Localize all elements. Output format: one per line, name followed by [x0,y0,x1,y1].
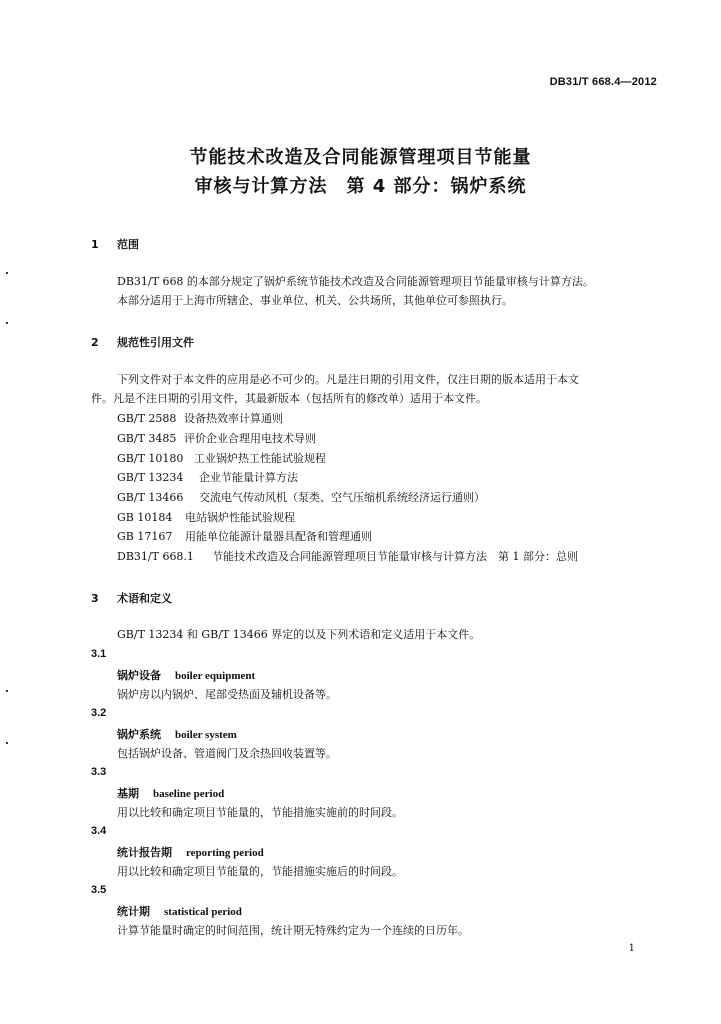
reference-item [117,490,485,506]
term-cn: 锅炉系统 [117,728,161,741]
term-cn: 锅炉设备 [117,669,161,682]
term-en: boiler equipment [175,670,256,682]
reference-title: 设备热效率计算通则 [184,412,283,425]
term-definition: 包括锅炉设备、管道阀门及余热回收装置等。 [117,747,337,760]
reference-code: GB/T 13234 [117,471,184,484]
reference-code: DB31/T 668.1 [117,550,194,563]
reference-code: GB/T 2588 [117,412,177,425]
scan-speck [6,690,8,692]
clause-number: 3.1 [91,648,107,660]
term-definition: 用以比较和确定项目节能量的，节能措施实施后的时间段。 [117,865,403,878]
reference-code: GB/T 3485 [117,432,177,445]
term-en: baseline period [153,788,225,800]
section-2-intro-line-1: 下列文件对于本文件的应用是必不可少的。凡是注日期的引用文件，仅注日期的版本适用于本文 [117,373,579,386]
scan-speck [6,742,8,744]
document-code: DB31/T 668.4—2012 [549,76,657,88]
reference-item [117,411,283,427]
term-en: boiler system [175,729,237,741]
term-heading [117,726,237,742]
term-definition: 计算节能量时确定的时间范围，统计期无特殊约定为一个连续的日历年。 [117,924,469,937]
term-heading [117,844,264,860]
reference-title: 交流电气传动风机（泵类、空气压缩机系统经济运行通则） [199,491,485,504]
reference-code: GB/T 13466 [117,491,184,504]
section-1-paragraph-2: 本部分适用于上海市所辖企、事业单位、机关、公共场所，其他单位可参照执行。 [117,294,513,307]
clause-number: 3.3 [91,766,107,778]
section-number: 1 [91,238,99,251]
reference-code: GB 17167 [117,530,173,543]
reference-code: GB/T 10180 [117,452,184,465]
term-definition: 用以比较和确定项目节能量的，节能措施实施前的时间段。 [117,806,403,819]
section-3-intro: GB/T 13234 和 GB/T 13466 界定的以及下列术语和定义适用于本文件。 [117,628,481,641]
section-title: 规范性引用文件 [117,336,194,349]
clause-number: 3.2 [91,707,107,719]
term-cn: 统计报告期 [117,846,172,859]
scan-speck [6,322,8,324]
reference-item [117,470,298,486]
document-title-line-1: 节能技术改造及合同能源管理项目节能量 [189,147,532,168]
document-title-line-2: 审核与计算方法 第 4 部分：锅炉系统 [194,176,527,197]
clause-number: 3.5 [91,884,107,896]
reference-title: 电站锅炉性能试验规程 [185,511,295,524]
section-number: 2 [91,336,99,349]
section-title: 范围 [117,238,139,251]
section-title: 术语和定义 [117,592,172,605]
reference-item [117,510,295,526]
section-3-heading [91,590,172,606]
reference-title: 用能单位能源计量器具配备和管理通则 [185,530,372,543]
reference-title: 节能技术改造及合同能源管理项目节能量审核与计算方法 第 1 部分：总则 [212,550,578,563]
reference-title: 评价企业合理用电技术导则 [184,432,316,445]
reference-item [117,549,578,565]
reference-item [117,529,372,545]
reference-title: 工业锅炉热工性能试验规程 [194,452,326,465]
term-definition: 锅炉房以内锅炉、尾部受热面及辅机设备等。 [117,688,337,701]
reference-item [117,451,326,467]
section-2-intro-line-2: 件。凡是不注日期的引用文件，其最新版本（包括所有的修改单）适用于本文件。 [91,392,487,405]
term-heading [117,667,255,683]
term-en: reporting period [186,847,264,859]
clause-number: 3.4 [91,825,107,837]
scan-speck [6,272,8,274]
term-cn: 基期 [117,787,139,800]
reference-title: 企业节能量计算方法 [199,471,298,484]
term-en: statistical period [164,906,242,918]
page-number: 1 [628,943,635,954]
reference-item [117,431,316,447]
reference-code: GB 10184 [117,511,173,524]
section-1-paragraph-1: DB31/T 668 的本部分规定了锅炉系统节能技术改造及合同能源管理项目节能量审核与计算方法。 [117,275,594,288]
section-2-heading [91,334,194,350]
section-number: 3 [91,592,99,605]
term-cn: 统计期 [117,905,150,918]
term-heading [117,903,242,919]
term-heading [117,785,224,801]
section-1-heading [91,236,139,252]
